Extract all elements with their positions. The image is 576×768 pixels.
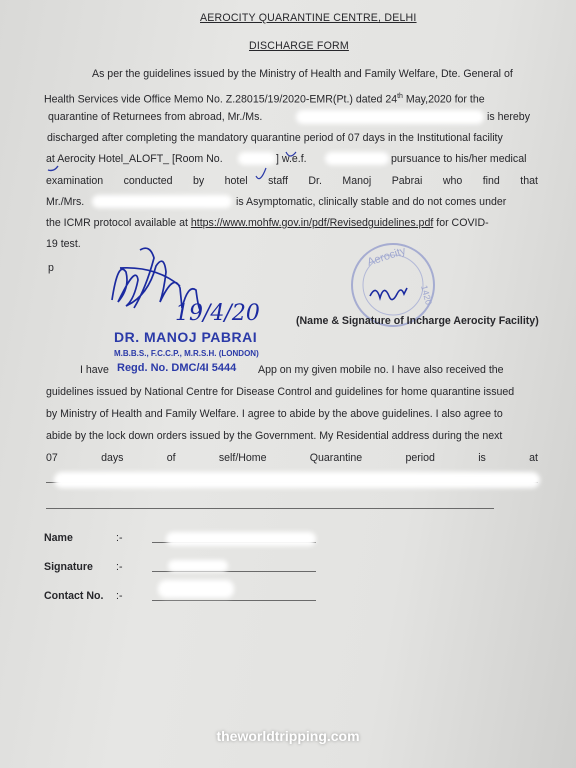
field-label-contact: Contact No. [44,590,104,602]
doctor-qualifications: M.B.B.S., F.C.C.P., M.R.S.H. (LONDON) [114,349,259,358]
signature-date-scrawl: 19/4/20 [175,301,260,326]
body-line-1: As per the guidelines issued by the Ministry of Health and Family Welfare, Dte. General of [92,68,513,80]
field-label-signature: Signature [44,561,93,573]
body-line-9: 19 test. [46,238,81,250]
body-line-7-start: Mr./Mrs. [46,196,85,208]
guidelines-link[interactable]: https://www.mohfw.gov.in/pdf/Revisedguidelines.pdf [190,217,434,229]
field-sep-name: :- [116,532,123,544]
declaration-line-2: guidelines issued by National Centre for Disease Control and guidelines for home quarantine issued [46,386,515,398]
declaration-line-3: by Ministry of Health and Family Welfare. I agree to abide by the above guidelines. I also agree to [46,408,503,420]
address-line-2 [46,508,494,509]
form-header-subtitle: DISCHARGE FORM [249,40,349,52]
stamp-digits: 1420 [419,284,434,307]
body-line-5-end: pursuance to his/her medical [391,153,527,165]
body-line-7: is Asymptomatic, clinically stable and do not comes under [236,196,507,208]
doctor-registration: Regd. No. DMC/4I 5444 [117,362,237,374]
body-line-3: quarantine of Returnees from abroad, Mr./Ms. [48,111,263,123]
tick-mark [48,166,58,171]
declaration-line-4: abide by the lock down orders issued by the Government. My Residential address during the next [46,430,503,442]
field-sep-signature: :- [116,561,123,573]
declaration-line-1: App on my given mobile no. I have also received the [258,364,504,376]
form-header-title: AEROCITY QUARANTINE CENTRE, DELHI [200,12,417,24]
body-line-5: at Aerocity Hotel_ALOFT_ [Room No. [46,153,223,165]
tick-mark [256,168,266,179]
incharge-signature-caption: (Name & Signature of Incharge Aerocity Facility) [296,315,539,327]
doctor-name-stamp: DR. MANOJ PABRAI [114,329,258,345]
redacted-address [54,472,540,488]
body-line-4: discharged after completing the mandatory quarantine period of 07 days in the Institutional facility [47,132,503,144]
body-line-2: Health Services vide Office Memo No. Z.28015/19/2020-EMR(Pt.) dated 24th May,2020 for the [44,93,485,106]
declaration-line-1-start: I have [80,364,109,376]
redacted-contact [158,580,234,598]
redacted-signee-name [166,532,316,546]
declaration-line-5: 07 days of self/Home Quarantine period is at [46,452,538,464]
stamp-signature-scribble [370,288,407,300]
field-sep-contact: :- [116,590,123,602]
contact-field-line[interactable] [152,600,316,601]
body-line-5-wef: ] w.e.f. [276,153,307,165]
facility-stamp [352,244,434,326]
stray-mark: p [48,262,54,274]
stamp-ring-text: Aerocity [365,244,408,269]
body-line-3-end: is hereby [487,111,530,123]
redacted-signee-signature [168,560,228,572]
site-watermark: theworldtripping.com [216,728,360,744]
field-label-name: Name [44,532,73,544]
body-line-8: the ICMR protocol available at https://www.mohfw.gov.in/pdf/Revisedguidelines.pdf for COVID- [46,217,489,229]
body-line-6: examination conducted by hotel staff Dr. Manoj Pabrai who find that [46,175,538,187]
tick-mark [286,152,296,156]
